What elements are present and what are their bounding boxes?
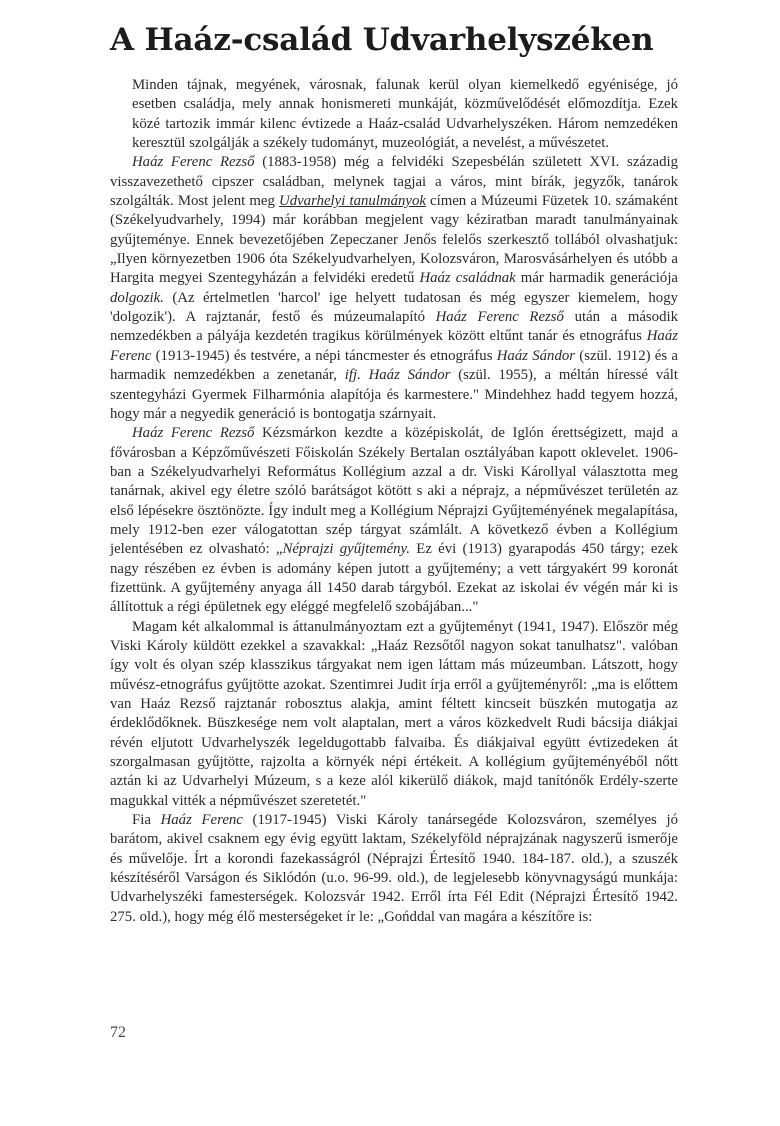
- person-name: Haáz Ferenc Rezső: [132, 425, 255, 442]
- emphasis: dolgozik.: [110, 289, 164, 306]
- article-title: A Haáz-család Udvarhelyszéken: [110, 22, 654, 58]
- person-name: Haáz Ferenc: [110, 328, 678, 364]
- person-name: ifj. Haáz Sándor: [344, 367, 451, 384]
- paragraph-4: Magam két alkalommal is áttanulmányoztam ezt a gyűjteményt (1941, 1947). Először még Viski Károly küldött ezekkel a szavakkal: „Haáz Rezsőtől nagyon sokat tanulhatsz". valóban így volt és olyan szép klasszikus tárgyakat nem igen láttam más múzeumban. Látszott, hogy művész-etnográfus gyűjtötte azokat. Szentimrei Judit írja erről a gyűjteményről: „ma is előttem van Haáz Rezső rajztanár robosztus alakja, amint féltett kincseit büszkén mutogatja az érdeklődőknek. Büszkesége nem volt alaptalan, mert a város közkedvelt Rudi bácsija diákjai révén eljutott Udvarhelyszék legeldugottabb falvaiba. És diákjaival együtt évtizedeken át szorgalmasan gyűjtötte, rajzolta a környék népi értékeit. A kollégium gyűjteményéből nőtt aztán ki az Udvarhelyi Múzeum, s a keze alól kikerülő diákok, majd tanítónők Erdély-szerte magukkal vitték a népművészet szeretetét.": [110, 618, 678, 809]
- book-title: Udvarhelyi tanulmányok: [279, 193, 426, 210]
- paragraph-1: Minden tájnak, megyének, városnak, falunak kerül olyan kiemelkedő egyénisége, jó esetben családja, mely annak honismereti munkáját, közművelődését előmozdítja. Ezek közé tartozik immár kilenc évtizede a Haáz-család Udvarhelyszéken. Három nemzedéken keresztül szolgálják a székely tudományt, muzeológiát, a nevelést, a művészetet.: [132, 77, 678, 152]
- person-name: Haáz Ferenc Rezső: [435, 309, 564, 326]
- page-number: 72: [110, 1024, 126, 1041]
- person-name: Haáz Ferenc: [160, 812, 243, 829]
- person-name: Haáz Ferenc Rezső: [132, 154, 255, 171]
- emphasis: Haáz családnak: [419, 270, 516, 287]
- paragraph-5: Fia Haáz Ferenc (1917-1945) Viski Károly tanársegéde Kolozsváron, személyes jó barátom, akivel csaknem egy évig együtt laktam, Székelyföld néprajzának nagyszerű ismerője és művelője. Írt a korondi fazekasságról (Néprajzi Értesítő 1940. 184-187. old.), a szuszék készítéséről Varságon és Siklódón (u.o. 96-99. old.), de legjelesebb könyvnagyságú munkája: Udvarhelyszéki famesterségek. Kolozsvár 1942. Erről írta Fél Edit (Néprajzi Értesítő 1942. 275. old.), hogy még élő mesterségeket ír le: „Gońddal van magára a készítőre is:: [110, 812, 678, 925]
- person-name: Haáz Sándor: [496, 347, 575, 364]
- article-body: [110, 76, 678, 927]
- paragraph-2: Haáz Ferenc Rezső (1883-1958) még a felvidéki Szepesbélán született XVI. századig visszavezethető cipszer családban, melynek tagjai a város, mint bírák, jegyzők, tanárok szolgálták. Most jelent meg Udvarhelyi tanulmányok címen a Múzeumi Füzetek 10. számaként (Székelyudvarhely, 1994) már korábban megjelent vagy kéziratban maradt tanulmányainak gyűjteménye. Ennek bevezetőjében Zepeczaner Jenős felelős szerkesztő tollából olvashatjuk: „Ilyen környezetben 1906 óta Székelyudvarhelyen, Kolozsváron, Marosvásárhelyen és utóbb a Hargita megyei Szentegyházán a felvidéki eredetű Haáz családnak már harmadik generációja dolgozik. (Az értelmetlen 'harcol' ige helyett tudatosan és még egyszer kiemelem, hogy 'dolgozik'). A rajztanár, festő és múzeumalapító Haáz Ferenc Rezső után a második nemzedékben a pályája kezdetén tragikus körülmények között eltűnt tanár és etnográfus Haáz Ferenc (1913-1945) és testvére, a népi táncmester és etnográfus Haáz Sándor (szül. 1912) és a harmadik nemzedékben a zenetanár, ifj. Haáz Sándor (szül. 1955), a méltán híressé vált szentegyházi Gyermek Filharmónia alapítója és karmestere." Mindehhez hadd tegyem hozzá, hogy már a negyedik generáció is bontogatja szárnyait.: [110, 154, 678, 422]
- emphasis: Néprajzi gyűjtemény.: [282, 541, 410, 558]
- paragraph-3: Haáz Ferenc Rezső Kézsmárkon kezdte a középiskolát, de Iglón érettségizett, majd a fővárosban a Képzőművészeti Főiskolán Székely Bertalan osztályában kapott oklevelet. 1906-ban a Székelyudvarhelyi Református Kollégium azzal a dr. Viski Károllyal választotta meg tanárnak, akivel egy életre szóló barátságot kötött s aki a néprajz, a népművészet területén az első lépésekre ösztönözte. Így indult meg a Kollégium Néprajzi Gyűjteményének megalapítása, mely 1912-ben ezer válogatottan szép tárgyat számlált. A következő évben a Kollégium jelentésében ez olvasható: „Néprajzi gyűjtemény. Ez évi (1913) gyarapodás 450 tárgy; ezek nagy részében ez évben is adomány képen jutott a gyűjtemény; a vett tárgyakért 99 koronát fizettünk. A gyűjtemény anyaga áll 1450 darab tárgyból. Ezekat az iskolai év végén már ki is állítottuk a régi épületnek egy eléggé megfelelő szobájában...": [110, 425, 678, 616]
